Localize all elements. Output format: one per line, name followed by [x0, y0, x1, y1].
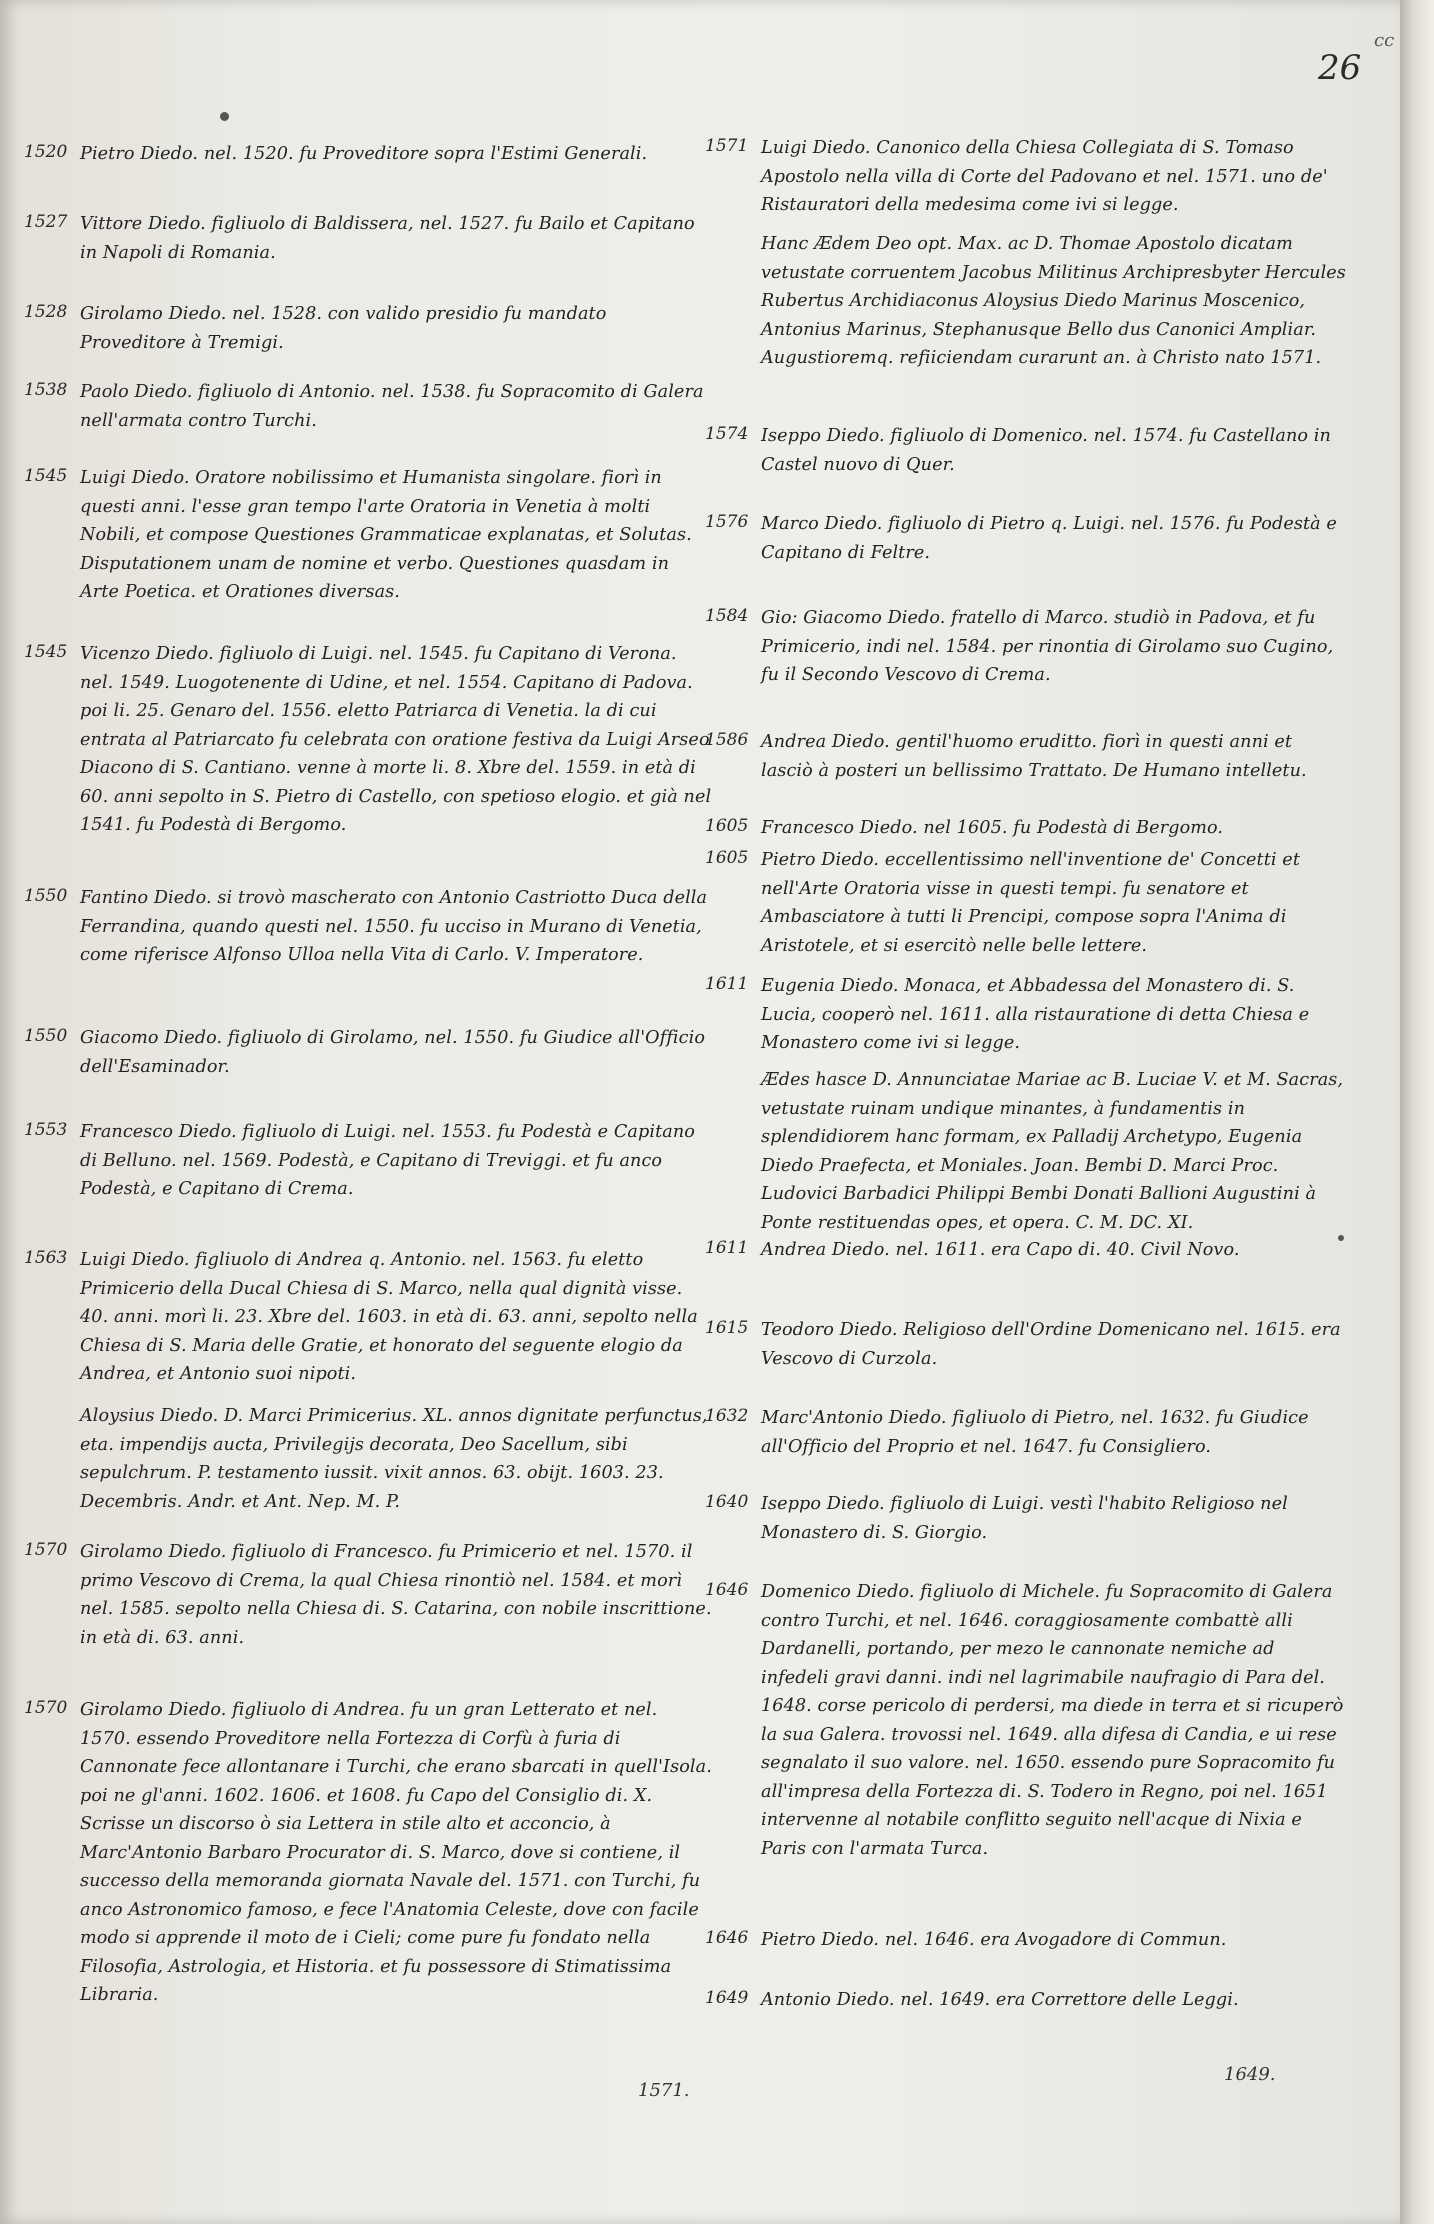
- entry-year: 1571: [705, 136, 749, 156]
- page-edge: [1400, 0, 1434, 2224]
- entry: [705, 1490, 1346, 1547]
- entry-text: Girolamo Diedo. nel. 1528. con valido presidio fu mandato Proveditore à Tremigi.: [80, 304, 607, 353]
- entry-year: 1553: [24, 1120, 68, 1140]
- catchword-right: 1649.: [1224, 2064, 1276, 2085]
- entry-year: 1615: [705, 1318, 749, 1338]
- entry: [24, 1538, 712, 1652]
- entry-year: 1550: [24, 886, 68, 906]
- entry: [705, 1236, 1346, 1265]
- entry-text: Antonio Diedo. nel. 1649. era Correttore delle Leggi.: [761, 1990, 1239, 2010]
- entry: [24, 140, 712, 169]
- entry-year: 1632: [705, 1406, 749, 1426]
- entry-year: 1605: [705, 848, 749, 868]
- entry: [24, 884, 712, 970]
- entry-year: 1520: [24, 142, 68, 162]
- entry-text: Giacomo Diedo. figliuolo di Girolamo, nel. 1550. fu Giudice all'Officio dell'Esaminador.: [80, 1028, 706, 1077]
- entry: [705, 1404, 1346, 1461]
- entry-year: 1576: [705, 512, 749, 532]
- entry-year: 1649: [705, 1988, 749, 2008]
- entry-text: Iseppo Diedo. figliuolo di Luigi. vestì l'habito Religioso nel Monastero di. S. Giorgio.: [761, 1494, 1288, 1543]
- entry: [705, 972, 1346, 1058]
- folio-number: 26: [1318, 48, 1362, 88]
- entry: [705, 604, 1346, 690]
- entry-text: Eugenia Diedo. Monaca, et Abbadessa del Monastero di. S. Lucia, cooperò nel. 1611. alla ristauratione di detta Chiesa e Monastero come ivi si legge.: [761, 976, 1310, 1053]
- entry-year: 1570: [24, 1698, 68, 1718]
- entry: [705, 1926, 1346, 1955]
- entry-text: Girolamo Diedo. figliuolo di Francesco. fu Primicerio et nel. 1570. il primo Vescovo di Crema, la qual Chiesa rinontiò nel. 1584. et morì nel. 1585. sepolto nella Chiesa di. S. Catarina, con nobile inscrittione. in età di. 63. anni.: [80, 1542, 712, 1648]
- entry-year: 1538: [24, 380, 68, 400]
- entry-text: Domenico Diedo. figliuolo di Michele. fu Sopracomito di Galera contro Turchi, et nel. 1646. coraggiosamente combattè alli Dardanelli, portando, per mezo le cannonate nemiche ad infedeli gravi danni. indi nel lagrimabile naufragio di Para del. 1648. corse pericolo di perdersi, ma diede in terra et si ricuperò la sua Galera. trovossi nel. 1649. alla difesa di Candia, e ui rese segnalato il suo valore. nel. 1650. essendo pure Sopracomito fu all'impresa della Fortezza di. S. Todero in Regno, poi nel. 1651 intervenne al notabile conflitto seguito nell'acque di Nixia e Paris con l'armata Turca.: [761, 1582, 1344, 1859]
- entry-text: Marc'Antonio Diedo. figliuolo di Pietro, nel. 1632. fu Giudice all'Officio del Proprio et nel. 1647. fu Consigliero.: [761, 1408, 1309, 1457]
- entry-year: 1563: [24, 1248, 68, 1268]
- entry: [24, 1402, 712, 1516]
- entry: [705, 1066, 1346, 1237]
- entry-text: Vittore Diedo. figliuolo di Baldissera, nel. 1527. fu Bailo et Capitano in Napoli di Romania.: [80, 214, 695, 263]
- entry-text: Andrea Diedo. gentil'huomo eruditto. fiorì in questi anni et lasciò à posteri un bellissimo Trattato. De Humano intelletu.: [761, 732, 1307, 781]
- entry-text: Vicenzo Diedo. figliuolo di Luigi. nel. 1545. fu Capitano di Verona. nel. 1549. Luogotenente di Udine, et nel. 1554. Capitano di Padova. poi li. 25. Genaro del. 1556. eletto Patriarca di Venetia. la di cui entrata al Patriarcato fu celebrata con oratione festiva da Luigi Arseo Diacono di S. Cantiano. venne à morte li. 8. Xbre del. 1559. in età di 60. anni sepolto in S. Pietro di Castello, con spetioso elogio. et già nel 1541. fu Podestà di Bergomo.: [80, 644, 712, 835]
- entry-year: 1611: [705, 974, 749, 994]
- entry-year: 1605: [705, 816, 749, 836]
- entry: [705, 422, 1346, 479]
- entry: [24, 1246, 712, 1389]
- entry: [705, 1316, 1346, 1373]
- entry: [24, 1696, 712, 2010]
- entry-text: Luigi Diedo. figliuolo di Andrea q. Antonio. nel. 1563. fu eletto Primicerio della Ducal Chiesa di S. Marco, nella qual dignità visse. 40. anni. morì li. 23. Xbre del. 1603. in età di. 63. anni, sepolto nella Chiesa di S. Maria delle Gratie, et honorato del seguente elogio da Andrea, et Antonio suoi nipoti.: [80, 1250, 698, 1384]
- entry: [24, 378, 712, 435]
- entry-text: Teodoro Diedo. Religioso dell'Ordine Domenicano nel. 1615. era Vescovo di Curzola.: [761, 1320, 1341, 1369]
- entry-year: 1545: [24, 466, 68, 486]
- entry-text: Andrea Diedo. nel. 1611. era Capo di. 40. Civil Novo.: [761, 1240, 1240, 1260]
- entry-year: 1586: [705, 730, 749, 750]
- entry-text: Marco Diedo. figliuolo di Pietro q. Luigi. nel. 1576. fu Podestà e Capitano di Feltre.: [761, 514, 1337, 563]
- entry-text: Francesco Diedo. figliuolo di Luigi. nel. 1553. fu Podestà e Capitano di Belluno. nel. 1569. Podestà, e Capitano di Treviggi. et fu anco Podestà, e Capitano di Crema.: [80, 1122, 695, 1199]
- entry: [705, 230, 1346, 373]
- entry-year: 1574: [705, 424, 749, 444]
- entry-text: Aloysius Diedo. D. Marci Primicerius. XL. annos dignitate perfunctus, eta. impendijs aucta, Privilegijs decorata, Deo Sacellum, sibi sepulchrum. P. testamento iussit. vixit annos. 63. obijt. 1603. 23. Decembris. Andr. et Ant. Nep. M. P.: [80, 1406, 708, 1512]
- entry: [705, 846, 1346, 960]
- entry-text: Pietro Diedo. eccellentissimo nell'inventione de' Concetti et nell'Arte Oratoria visse in questi tempi. fu senatore et Ambasciatore à tutti li Prencipi, compose sopra l'Anima di Aristotele, et si esercitò nelle belle lettere.: [761, 850, 1300, 956]
- entry-year: 1570: [24, 1540, 68, 1560]
- entry-year: 1584: [705, 606, 749, 626]
- entry-year: [705, 1066, 761, 1237]
- entry-year: 1545: [24, 642, 68, 662]
- entry-text: Pietro Diedo. nel. 1646. era Avogadore di Commun.: [761, 1930, 1227, 1950]
- entry: [705, 1986, 1346, 2015]
- entry: [24, 210, 712, 267]
- entry-year: 1550: [24, 1026, 68, 1046]
- entry-year: 1528: [24, 302, 68, 322]
- entry-year: [705, 230, 761, 373]
- entry-year: 1611: [705, 1238, 749, 1258]
- entry-year: [24, 1402, 80, 1516]
- entry: [705, 1578, 1346, 1863]
- entry: [705, 134, 1346, 220]
- entry: [24, 1118, 712, 1204]
- catchword-left: 1571.: [638, 2080, 690, 2101]
- entry-text: Ædes hasce D. Annunciatae Mariae ac B. Luciae V. et M. Sacras, vetustate ruinam undique minantes, à fundamentis in splendidiorem hanc formam, ex Palladij Archetypo, Eugenia Diedo Praefecta, et Moniales. Joan. Bembi D. Marci Proc. Ludovici Barbadici Philippi Bembi Donati Ballioni Augustini à Ponte restituendas opes, et opera. C. M. DC. XI.: [761, 1070, 1344, 1233]
- entry-text: Pietro Diedo. nel. 1520. fu Proveditore sopra l'Estimi Generali.: [80, 144, 648, 164]
- entry-year: 1646: [705, 1580, 749, 1600]
- entry: [705, 728, 1346, 785]
- entry: [705, 814, 1346, 843]
- entry-year: 1646: [705, 1928, 749, 1948]
- entry-text: Francesco Diedo. nel 1605. fu Podestà di Bergomo.: [761, 818, 1224, 838]
- entry-text: Gio: Giacomo Diedo. fratello di Marco. studiò in Padova, et fu Primicerio, indi nel. 1584. per rinontia di Girolamo suo Cugino, fu il Secondo Vescovo di Crema.: [761, 608, 1334, 685]
- entry-text: Iseppo Diedo. figliuolo di Domenico. nel. 1574. fu Castellano in Castel nuovo di Quer.: [761, 426, 1331, 475]
- entry-text: Luigi Diedo. Canonico della Chiesa Collegiata di S. Tomaso Apostolo nella villa di Corte del Padovano et nel. 1571. uno de' Ristauratori della medesima come ivi si legge.: [761, 138, 1328, 215]
- entry-text: Paolo Diedo. figliuolo di Antonio. nel. 1538. fu Sopracomito di Galera nell'armata contro Turchi.: [80, 382, 704, 431]
- entry: [24, 640, 712, 840]
- entry: [705, 510, 1346, 567]
- entry-text: Luigi Diedo. Oratore nobilissimo et Humanista singolare. fiorì in questi anni. l'esse gran tempo l'arte Oratoria in Venetia à molti Nobili, et compose Questiones Grammaticae explanatas, et Solutas. Disputationem unam de nomine et verbo. Questiones quasdam in Arte Poetica. et Orationes diversas.: [80, 468, 692, 602]
- ink-speck: [220, 112, 229, 121]
- entry: [24, 464, 712, 607]
- entry: [24, 300, 712, 357]
- entry: [24, 1024, 712, 1081]
- corner-mark: cc: [1374, 30, 1395, 51]
- entry-year: 1640: [705, 1492, 749, 1512]
- entry-text: Hanc Ædem Deo opt. Max. ac D. Thomae Apostolo dicatam vetustate corruentem Jacobus Militinus Archipresbyter Hercules Rubertus Archidiaconus Aloysius Diedo Marinus Moscenico, Antonius Marinus, Stephanusque Bello dus Canonici Ampliar. Augustioremq. refiiciendam curarunt an. à Christo nato 1571.: [761, 234, 1346, 368]
- entry-text: Girolamo Diedo. figliuolo di Andrea. fu un gran Letterato et nel. 1570. essendo Proveditore nella Fortezza di Corfù à furia di Cannonate fece allontanare i Turchi, che erano sbarcati in quell'Isola. poi ne gl'anni. 1602. 1606. et 1608. fu Capo del Consiglio di. X. Scrisse un discorso ò sia Lettera in stile alto et acconcio, à Marc'Antonio Barbaro Procurator di. S. Marco, dove si contiene, il successo della memoranda giornata Navale del. 1571. con Turchi, fu anco Astronomico famoso, e fece l'Anatomia Celeste, dove con facile modo si apprende il moto de i Cieli; come pure fu fondato nella Filosofia, Astrologia, et Historia. et fu possessore di Stimatissima Libraria.: [80, 1700, 712, 2005]
- entry-year: 1527: [24, 212, 68, 232]
- entry-text: Fantino Diedo. si trovò mascherato con Antonio Castriotto Duca della Ferrandina, quando questi nel. 1550. fu ucciso in Murano di Venetia, come riferisce Alfonso Ulloa nella Vita di Carlo. V. Imperatore.: [80, 888, 708, 965]
